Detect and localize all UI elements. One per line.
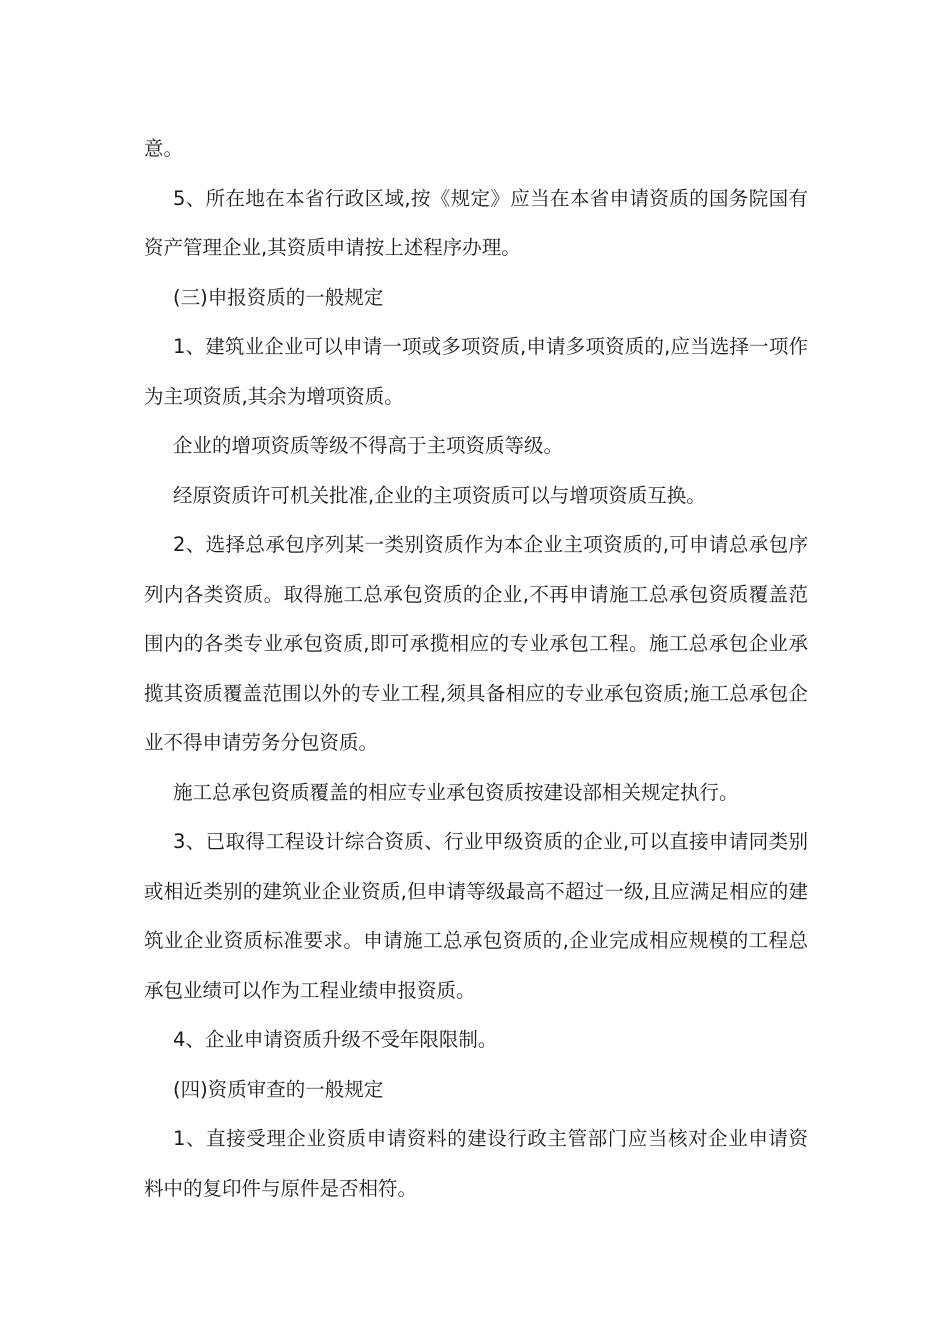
paragraph: 3、已取得工程设计综合资质、行业甲级资质的企业,可以直接申请同类别或相近类别的建筑业企业资质,但申请等级最高不超过一级,且应满足相应的建筑业企业资质标准要求。申请施工总承包资质的,企业完成相应规模的工程总承包业绩可以作为工程业绩申报资质。 [144, 830, 808, 1002]
paragraph: 1、建筑业企业可以申请一项或多项资质,申请多项资质的,应当选择一项作为主项资质,其余为增项资质。 [144, 335, 808, 408]
paragraph: 1、直接受理企业资质申请资料的建设行政主管部门应当核对企业申请资料中的复印件与原件是否相符。 [144, 1127, 808, 1200]
paragraph: 企业的增项资质等级不得高于主项资质等级。 [173, 434, 564, 457]
section-heading: (四)资质审查的一般规定 [173, 1077, 384, 1101]
paragraph: 2、选择总承包序列某一类别资质作为本企业主项资质的,可申请总承包序列内各类资质。取得施工总承包资质的企业,不再申请施工总承包资质覆盖范围内的各类专业承包资质,即可承揽相应的专业承包工程。施工总承包企业承揽其资质覆盖范围以外的专业工程,须具备相应的专业承包资质;施工总承包企业不得申请劳务分包资质。 [144, 533, 808, 754]
paragraph: 意。 [144, 137, 184, 160]
paragraph: 4、企业申请资质升级不受年限限制。 [173, 1028, 498, 1051]
section-heading: (三)申报资质的一般规定 [173, 285, 384, 309]
paragraph: 施工总承包资质覆盖的相应专业承包资质按建设部相关规定执行。 [173, 780, 739, 804]
paragraph: 5、所在地在本省行政区域,按《规定》应当在本省申请资质的国务院国有资产管理企业,其资质申请按上述程序办理。 [144, 186, 808, 259]
paragraph: 经原资质许可机关批准,企业的主项资质可以与增项资质互换。 [173, 483, 706, 507]
document-page [144, 124, 808, 1213]
